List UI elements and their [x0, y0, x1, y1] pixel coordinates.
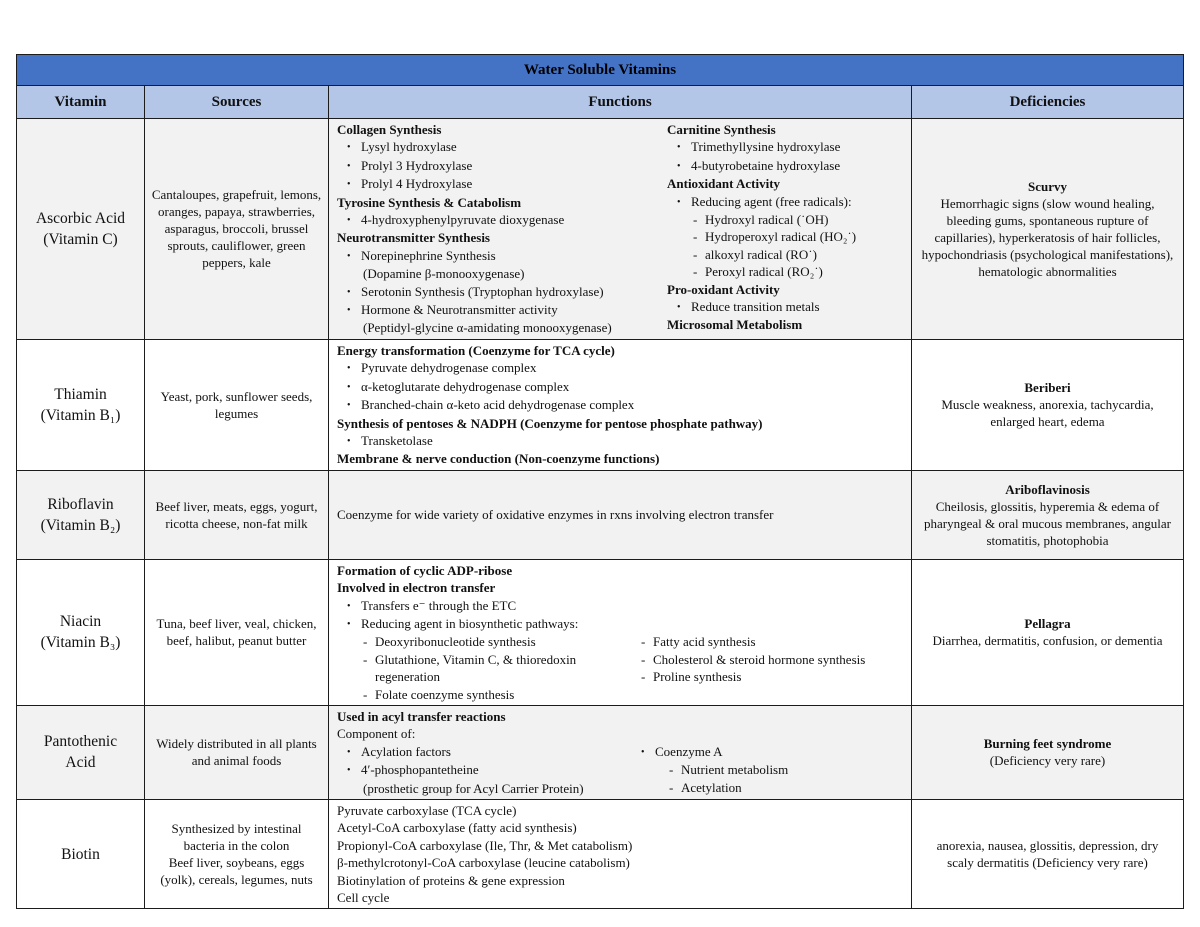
function-item: Acetyl-CoA carboxylase (fatty acid synthesis): [337, 820, 577, 836]
vitamin-cell: [17, 800, 145, 909]
functions-cell: [329, 119, 912, 340]
function-item: • 4-butyrobetaine hydroxylase: [667, 157, 903, 175]
function-item: - Glutathione, Vitamin C, & thioredoxin: [337, 651, 641, 668]
deficiency-title: Burning feet syndrome: [983, 736, 1112, 752]
function-item: • Norepinephrine Synthesis: [337, 247, 667, 265]
function-item: • Reducing agent in biosynthetic pathways:: [337, 615, 903, 633]
deficiency-title: Ariboflavinosis: [1005, 481, 1090, 497]
function-item: - Hydroperoxyl radical (HO₂˙): [667, 228, 903, 245]
vitamin-cell: [17, 119, 145, 340]
vitamin-alias: (Vitamin C): [43, 230, 118, 248]
vitamin-cell: [17, 705, 145, 799]
functions-left-column: [337, 121, 667, 337]
deficiency-cell: [912, 705, 1184, 799]
deficiency-cell: [912, 800, 1184, 909]
vitamin-alias: (Vitamin B₁): [40, 406, 121, 424]
vitamin-cell: [17, 559, 145, 705]
function-item: • Acylation factors: [337, 743, 641, 761]
table-row: [17, 559, 1184, 705]
function-item: (Peptidyl-glycine α-amidating monooxygenase): [363, 320, 612, 336]
table-row: [17, 705, 1184, 799]
vitamin-name: Thiamin: [54, 385, 107, 403]
vitamins-table: [16, 54, 1184, 909]
function-heading: Synthesis of pentoses & NADPH (Coenzyme for pentose phosphate pathway): [337, 415, 763, 431]
functions-list: [337, 708, 903, 743]
function-heading: Energy transformation (Coenzyme for TCA cycle): [337, 342, 615, 358]
function-heading: Carnitine Synthesis: [667, 122, 776, 137]
function-item: - Deoxyribonucleotide synthesis: [337, 633, 641, 650]
function-heading: Antioxidant Activity: [667, 176, 781, 192]
functions-left-column: [337, 633, 641, 703]
function-item: Component of:: [337, 726, 416, 742]
vitamin-alias: (Vitamin B₂): [40, 516, 121, 534]
header-deficiencies: Deficiencies: [912, 86, 1184, 119]
function-item: - Fatty acid synthesis: [641, 633, 903, 650]
function-item: • Branched-chain α-keto acid dehydrogenase complex: [337, 396, 903, 414]
sources-cell: Tuna, beef liver, veal, chicken, beef, halibut, peanut butter: [145, 559, 329, 705]
vitamin-alias: Acid: [65, 754, 96, 772]
function-item: Biotinylation of proteins & gene expression: [337, 872, 565, 888]
function-heading: Neurotransmitter Synthesis: [337, 230, 490, 246]
function-heading: Collagen Synthesis: [337, 122, 442, 137]
function-item: • 4′-phosphopantetheine: [337, 761, 641, 779]
function-heading: Involved in electron transfer: [337, 580, 496, 596]
functions-right-column: [641, 743, 903, 797]
function-item: - Peroxyl radical (RO₂˙): [667, 263, 903, 280]
function-item: Propionyl-CoA carboxylase (Ile, Thr, & Met catabolism): [337, 837, 633, 853]
function-item: • Coenzyme A: [641, 743, 903, 761]
deficiency-title: Beriberi: [1024, 380, 1071, 396]
deficiency-text: Muscle weakness, anorexia, tachycardia, enlarged heart, edema: [941, 397, 1154, 430]
deficiency-text: (Deficiency very rare): [989, 753, 1106, 769]
function-heading: Tyrosine Synthesis & Catabolism: [337, 194, 522, 210]
function-item: - Hydroxyl radical (˙OH): [667, 211, 903, 228]
deficiency-text: Cheilosis, glossitis, hyperemia & edema of pharyngeal & oral mucous membranes, angular stomatitis, photophobia: [924, 498, 1171, 548]
table-row: [17, 339, 1184, 470]
function-heading: Microsomal Metabolism: [667, 317, 803, 333]
function-item: - Acetylation: [641, 779, 903, 796]
function-item: • α-ketoglutarate dehydrogenase complex: [337, 378, 903, 396]
sources-cell: Yeast, pork, sunflower seeds, legumes: [145, 339, 329, 470]
function-item: - Folate coenzyme synthesis: [337, 686, 641, 703]
functions-cell: [329, 559, 912, 705]
function-heading: Pro-oxidant Activity: [667, 281, 780, 297]
function-item: • Reduce transition metals: [667, 298, 903, 316]
function-item: - Cholesterol & steroid hormone synthesis: [641, 651, 903, 668]
function-item: • Pyruvate dehydrogenase complex: [337, 359, 903, 377]
deficiency-cell: [912, 339, 1184, 470]
sources-line: Synthesized by intestinal bacteria in the colon: [171, 821, 302, 854]
function-item: • Hormone & Neurotransmitter activity: [337, 301, 667, 319]
vitamin-cell: [17, 339, 145, 470]
functions-right-column: [667, 121, 903, 337]
functions-list: [337, 802, 903, 906]
deficiency-title: Scurvy: [1028, 178, 1067, 194]
sources-line: Beef liver, soybeans, eggs (yolk), cereals, legumes, nuts: [160, 855, 313, 888]
vitamin-name: Biotin: [61, 845, 100, 863]
function-item: regeneration: [375, 669, 440, 685]
deficiency-cell: [912, 559, 1184, 705]
function-item: • 4-hydroxyphenylpyruvate dioxygenase: [337, 211, 667, 229]
function-item: • Prolyl 4 Hydroxylase: [337, 175, 667, 193]
sources-cell: [145, 800, 329, 909]
table-row: [17, 800, 1184, 909]
function-item: - Nutrient metabolism: [641, 761, 903, 778]
function-heading: Formation of cyclic ADP-ribose: [337, 562, 513, 578]
vitamin-alias: (Vitamin B₃): [40, 634, 121, 652]
function-item: - Proline synthesis: [641, 668, 903, 685]
functions-cell: [329, 800, 912, 909]
deficiency-title: Pellagra: [1024, 616, 1071, 632]
function-item: (Dopamine β-monooxygenase): [363, 266, 525, 282]
function-item: Cell cycle: [337, 890, 390, 906]
function-item: • Serotonin Synthesis (Tryptophan hydroxylase): [337, 283, 667, 301]
functions-list: [337, 562, 903, 634]
function-item: Pyruvate carboxylase (TCA cycle): [337, 803, 517, 818]
header-sources: Sources: [145, 86, 329, 119]
sources-cell: Widely distributed in all plants and animal foods: [145, 705, 329, 799]
header-vitamin: Vitamin: [17, 86, 145, 119]
functions-list: [337, 342, 903, 468]
table-row: [17, 119, 1184, 340]
header-functions: Functions: [329, 86, 912, 119]
function-item: β-methylcrotonyl-CoA carboxylase (leucine catabolism): [337, 855, 630, 871]
deficiency-cell: [912, 119, 1184, 340]
deficiency-text: Hemorrhagic signs (slow wound healing, bleeding gums, spontaneous rupture of capillaries), hyperkeratosis of hair follicles, hypochondriasis (psychological manifestations), hematologic abnormalities: [921, 195, 1174, 279]
function-item: - alkoxyl radical (RO˙): [667, 246, 903, 263]
functions-cell: [329, 339, 912, 470]
sources-cell: Cantaloupes, grapefruit, lemons, oranges, papaya, strawberries, asparagus, broccoli, brussel sprouts, cauliflower, green peppers, kale: [145, 119, 329, 340]
function-heading: Membrane & nerve conduction (Non-coenzyme functions): [337, 451, 660, 467]
vitamin-name: Niacin: [59, 613, 102, 631]
functions-left-column: [337, 743, 641, 797]
table-title: Water Soluble Vitamins: [17, 55, 1184, 86]
functions-right-column: [641, 633, 903, 703]
sources-cell: Beef liver, meats, eggs, yogurt, ricotta cheese, non-fat milk: [145, 470, 329, 559]
function-item: • Transfers e⁻ through the ETC: [337, 597, 903, 615]
table-row: [17, 470, 1184, 559]
vitamin-name: Pantothenic: [43, 733, 118, 751]
deficiency-cell: [912, 470, 1184, 559]
vitamin-name: Ascorbic Acid: [35, 209, 126, 227]
function-item: • Lysyl hydroxylase: [337, 138, 667, 156]
function-item: • Prolyl 3 Hydroxylase: [337, 157, 667, 175]
functions-cell: [329, 705, 912, 799]
vitamin-name: Riboflavin: [47, 495, 114, 513]
function-heading: Used in acyl transfer reactions: [337, 708, 506, 724]
function-item: • Reducing agent (free radicals):: [667, 193, 903, 211]
deficiency-text: anorexia, nausea, glossitis, depression, dry scaly dermatitis (Deficiency very rare): [936, 838, 1159, 871]
deficiency-text: Diarrhea, dermatitis, confusion, or dementia: [932, 633, 1163, 649]
vitamin-cell: [17, 470, 145, 559]
function-item: • Transketolase: [337, 432, 903, 450]
function-item: (prosthetic group for Acyl Carrier Protein): [363, 780, 584, 796]
function-item: • Trimethyllysine hydroxylase: [667, 138, 903, 156]
functions-cell: Coenzyme for wide variety of oxidative enzymes in rxns involving electron transfer: [329, 470, 912, 559]
